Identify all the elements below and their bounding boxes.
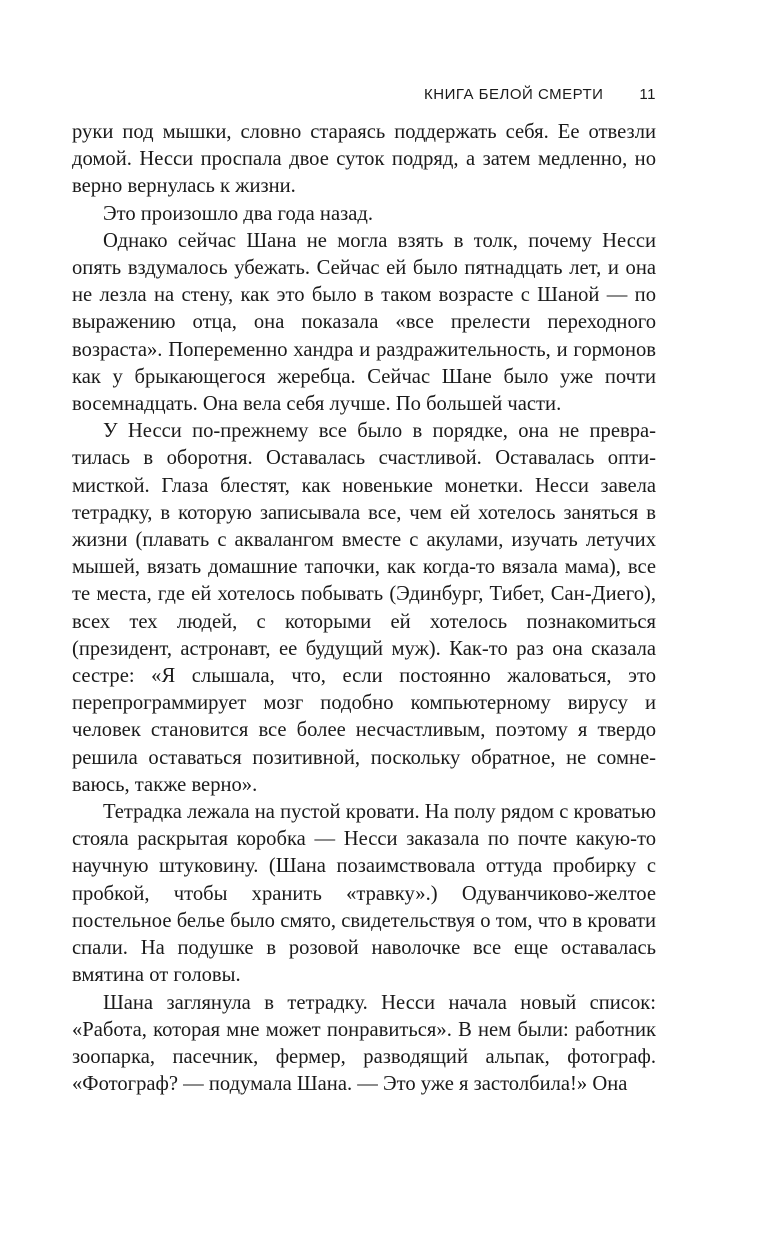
- body-text: [72, 119, 656, 1098]
- book-title: КНИГА БЕЛОЙ СМЕРТИ: [424, 86, 604, 103]
- paragraph: У Несси по-прежнему все было в порядке, она не превратилась в оборотня. Оставалась счастливой. Оставалась оптимисткой. Глаза блестят, как новенькие монетки. Несси завела тетрадку, в которую записывала все, чем ей хотелось заняться в жизни (плавать с аквалангом вместе с акулами, изучать летучих мышей, вязать домашние тапочки, как когда-то вязала мама), все те места, где ей хотелось побывать (Эдинбург, Тибет, Сан-Диего), всех тех людей, с которыми ей хотелось познакомиться (президент, астронавт, ее будущий муж). Как-то раз она сказала сестре: «Я слышала, что, если постоянно жаловаться, это перепрограммирует мозг подобно компьютерному вирусу и человек становится все более несчастливым, поэтому я твердо решила оставаться позитивной, поскольку обратное, не сомневаюсь, также верно».: [72, 420, 656, 796]
- paragraph: руки под мышки, словно стараясь поддержать себя. Ее отвезли домой. Несси проспала двое суток подряд, а затем медленно, но верно вернулась к жизни.: [72, 121, 656, 198]
- page-number: 11: [639, 86, 656, 103]
- paragraph: Тетрадка лежала на пустой кровати. На полу рядом с кроватью стояла раскрытая коробка — Несси заказала по почте какую-то научную штуковину. (Шана позаимствовала оттуда пробирку с пробкой, чтобы хранить «травку».) Одуванчиково-желтое постельное белье было смято, свидетельствуя о том, что в кровати спали. На подушке в розовой наволочке все еще оставалась вмятина от головы.: [72, 801, 656, 987]
- paragraph: Шана заглянула в тетрадку. Несси начала новый список: «Работа, которая мне может понравиться». В нем были: работник зоопарка, пасечник, фермер, разводящий альпак, фотограф. «Фотограф? — подумала Шана. — Это уже я застолбила!» Она: [72, 991, 656, 1096]
- paragraph: Однако сейчас Шана не могла взять в толк, почему Несси опять вздумалось убежать. Сейчас ей было пятнадцать лет, и она не лезла на стену, как это было в таком возрасте с Шаной — по выражению отца, она показала «все прелести переходного возраста». Попеременно хандра и раздражительность, и гормонов как у брыкающегося жеребца. Сейчас Шане было уже почти восемнадцать. Она вела себя лучше. По большей части.: [72, 229, 656, 416]
- paragraph: Это произошло два года назад.: [103, 202, 373, 225]
- running-head: [424, 86, 656, 103]
